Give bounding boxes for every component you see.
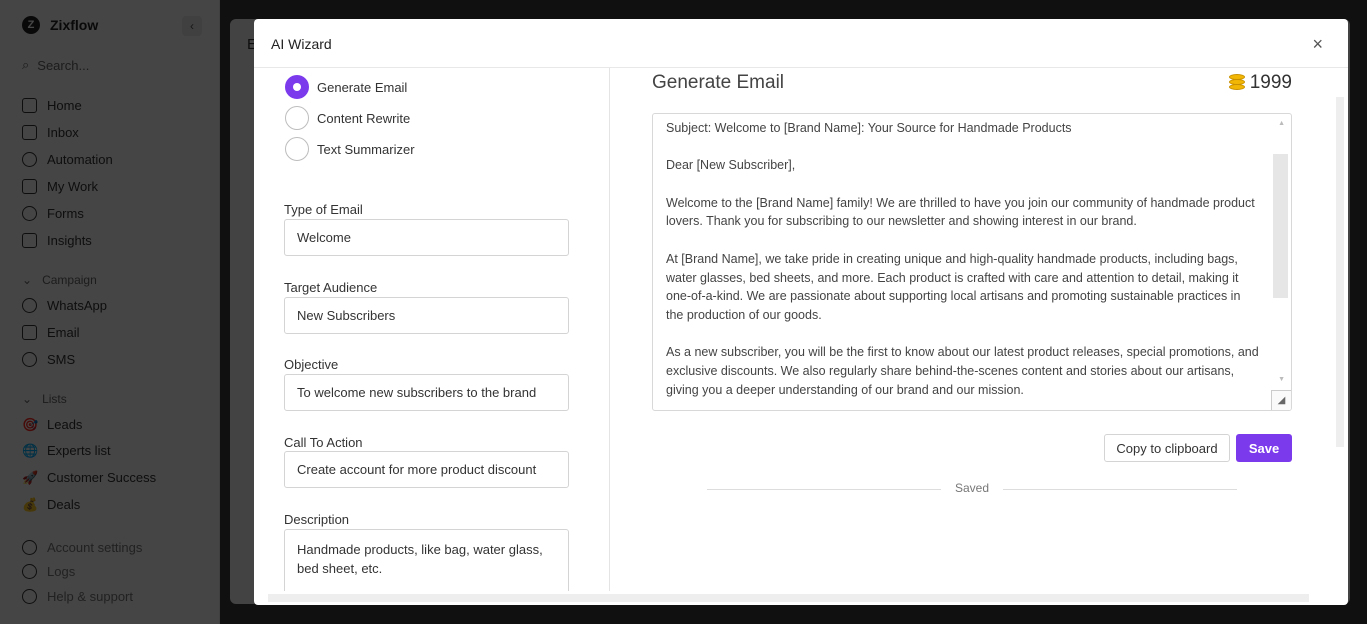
save-button[interactable]: Save — [1236, 434, 1292, 462]
modal-vertical-scrollbar[interactable] — [1336, 97, 1344, 447]
mode-text-summarizer[interactable] — [285, 137, 415, 161]
target-audience-label: Target Audience — [284, 280, 378, 295]
email-paragraph: Welcome to the [Brand Name] family! We are thrilled to have you join our community of handmade product lovers. Thank you for subscribing to our newsletter and showing interest in our brand. — [666, 195, 1255, 229]
mode-label: Generate Email — [317, 79, 408, 95]
resize-handle-icon[interactable]: ◢ — [1271, 390, 1291, 410]
description-textarea[interactable]: Handmade products, like bag, water glass, bed sheet, etc. — [284, 529, 569, 591]
email-paragraph: At [Brand Name], we take pride in creating unique and high-quality handmade products, including bags, water glasses, bed sheets, and more. Each product is crafted with care and attention to detail, making it one-of-a-kind. We are passionate about supporting local artisans and promoting sustainable practices in the production of our goods. — [666, 251, 1241, 322]
saved-status-text: Saved — [955, 481, 990, 495]
mode-label: Content Rewrite — [317, 110, 411, 126]
divider — [1003, 489, 1237, 490]
call-to-action-input[interactable]: Create account for more product discount — [284, 451, 569, 488]
radio-button[interactable] — [285, 75, 309, 99]
description-label: Description — [284, 512, 350, 527]
type-of-email-label: Type of Email — [284, 202, 363, 217]
email-paragraph: Dear [New Subscriber], — [666, 158, 796, 173]
objective-input[interactable]: To welcome new subscribers to the brand — [284, 374, 569, 411]
generated-email-textarea[interactable] — [652, 113, 1292, 411]
call-to-action-label: Call To Action — [284, 435, 363, 450]
generated-output — [611, 68, 1348, 591]
email-paragraph: Subject: Welcome to [Brand Name]: Your Source for Handmade Products — [666, 121, 1072, 135]
credits-counter — [1228, 72, 1292, 94]
scroll-down-icon[interactable]: ▼ — [1278, 376, 1285, 383]
modal-horizontal-scrollbar[interactable] — [268, 594, 1309, 602]
objective-label: Objective — [284, 357, 339, 372]
type-of-email-input[interactable]: Welcome — [284, 219, 569, 256]
email-paragraph: As a new subscriber, you will be the first to know about our latest product releases, special promotions, and exclusive discounts. We also regularly share behind-the-scenes content and stories about our artisans, giving you a deeper understanding of our brand and our mission. — [666, 345, 1259, 397]
wizard-form — [254, 68, 610, 591]
ai-wizard-modal — [254, 19, 1348, 605]
copy-to-clipboard-button[interactable]: Copy to clipboard — [1104, 434, 1230, 462]
radio-button[interactable] — [285, 137, 309, 161]
modal-title: AI Wizard — [271, 36, 332, 52]
divider — [707, 489, 941, 490]
output-title: Generate Email — [652, 72, 785, 93]
radio-button[interactable] — [285, 106, 309, 130]
mode-label: Text Summarizer — [317, 141, 415, 157]
target-audience-input[interactable]: New Subscribers — [284, 297, 569, 334]
mode-content-rewrite[interactable] — [285, 106, 410, 130]
scrollbar-thumb[interactable] — [1273, 154, 1288, 298]
close-icon[interactable]: × — [1312, 34, 1323, 54]
scroll-up-icon[interactable]: ▲ — [1278, 120, 1285, 127]
saved-status — [707, 481, 1237, 497]
credits-value: 1999 — [1249, 72, 1292, 93]
email-content[interactable] — [653, 114, 1291, 399]
coins-icon — [1228, 74, 1246, 92]
mode-generate-email[interactable] — [285, 75, 407, 99]
modal-header — [254, 19, 1348, 68]
